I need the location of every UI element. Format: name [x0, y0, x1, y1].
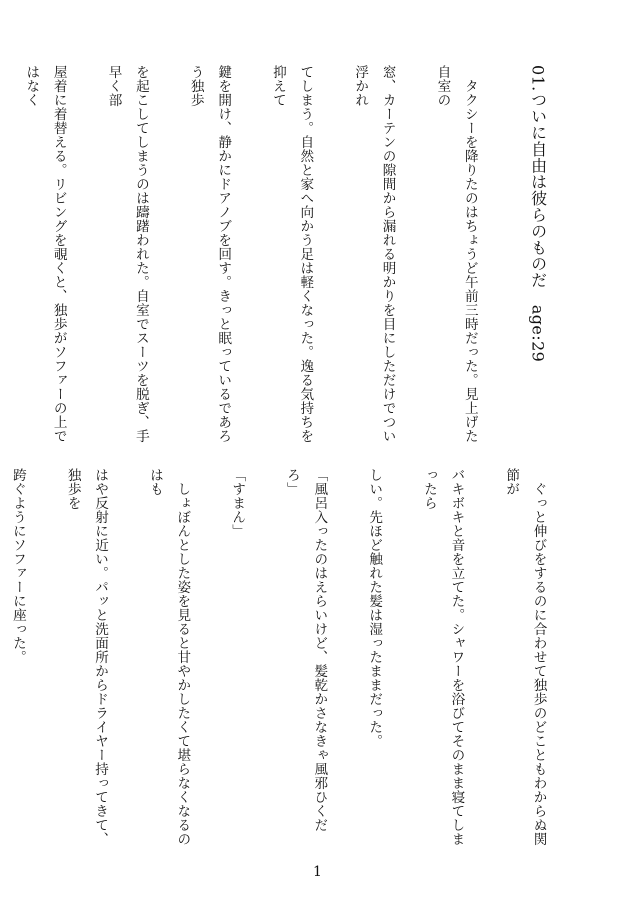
upper-text-block: [23, 65, 579, 450]
text-line: 窓、カーテンの隙間から漏れる明かりを目にしただけでつい浮かれ: [352, 65, 396, 443]
text-line: タクシーを降りたのはちょうど午前三時だった。見上げた自室の: [434, 65, 478, 443]
text-line: しい。先ほど触れた髪は湿ったままだった。: [366, 468, 383, 748]
text-line: 跨ぐようにソファーに座った。: [9, 468, 26, 664]
text-line: 「すまん」: [229, 468, 246, 538]
chapter-title: 01.ついに自由は彼らのものだ age:29: [528, 65, 548, 363]
text-line: 「風呂入ったのはえらいけど、髪乾かさなきゃ風邪ひくだろ」: [283, 468, 328, 832]
text-line: ぐっと伸びをするのに合わせて独歩のどこともわからぬ関節が: [503, 468, 547, 846]
text-line: 屋着に着替える。リビングを覗くと、独歩がソファーの上ではなく: [23, 65, 67, 443]
text-line: 鍵を開け、静かにドアノブを回す。きっと眠っているであろう独歩: [187, 65, 232, 443]
text-line: バキボキと音を立てた。シャワーを浴びてそのまま寝てしまったら: [420, 468, 465, 846]
page-number: 1: [313, 864, 322, 880]
lower-text-block: [9, 468, 579, 853]
text-line: てしまう。自然と家へ向かう足は軽くなった。逸る気持ちを抑えて: [269, 65, 314, 443]
text-line: しょぼんとした姿を見ると甘やかしたくて堪らなくなるのはも: [146, 468, 191, 846]
text-line: はや反射に近い。パッと洗面所からドライヤー持ってきて、独歩を: [64, 468, 109, 846]
text-line: を起こしてしまうのは躊躇われた。自室でスーツを脱ぎ、手早く部: [105, 65, 149, 443]
